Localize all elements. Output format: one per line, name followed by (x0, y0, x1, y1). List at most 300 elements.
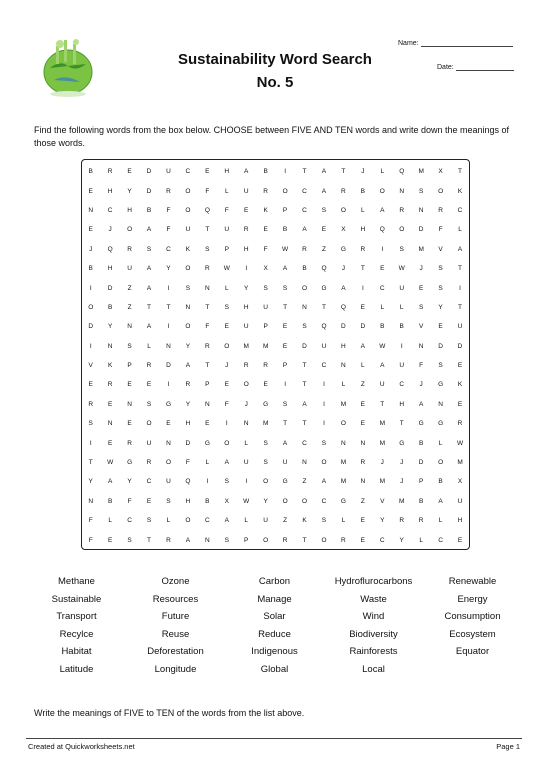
word-list-item: Reuse (161, 628, 190, 640)
grid-letter: O (185, 206, 191, 214)
grid-letter: S (438, 284, 443, 292)
grid-letter: N (88, 497, 94, 505)
grid-letter: Y (107, 323, 113, 331)
grid-letter: U (185, 226, 191, 234)
grid-letter: L (108, 517, 112, 525)
grid-letter: L (361, 206, 365, 214)
grid-letter: T (321, 303, 326, 311)
name-label: Name: (398, 40, 419, 47)
grid-letter: Z (127, 303, 132, 311)
grid-letter: H (224, 168, 230, 176)
grid-letter: Y (88, 478, 93, 486)
date-field[interactable] (437, 64, 514, 71)
grid-letter: R (146, 459, 152, 467)
grid-letter: Y (263, 497, 268, 505)
grid-letter: W (223, 265, 230, 273)
grid-letter: O (224, 342, 230, 350)
grid-letter: H (457, 517, 463, 525)
grid-letter: R (341, 187, 346, 195)
grid-letter: F (438, 226, 443, 234)
grid-letter: M (340, 459, 347, 467)
grid-letter: L (438, 439, 443, 447)
grid-letter: Y (380, 517, 385, 525)
grid-letter: F (88, 517, 93, 525)
grid-letter: G (321, 284, 327, 292)
grid-letter: E (360, 420, 366, 428)
grid-letter: S (302, 323, 307, 331)
grid-letter: S (166, 497, 171, 505)
grid-letter: M (457, 459, 463, 467)
grid-letter: R (282, 536, 288, 544)
grid-letter: X (457, 478, 463, 486)
grid-letter: R (360, 245, 366, 253)
grid-letter: I (323, 381, 325, 389)
grid-letter: O (282, 187, 288, 195)
grid-letter: K (107, 362, 113, 370)
grid-letter: F (205, 187, 210, 195)
grid-letter: S (418, 187, 424, 195)
grid-letter: D (146, 168, 152, 176)
word-list-item: Future (161, 611, 190, 623)
grid-letter: J (400, 478, 404, 486)
grid-letter: J (380, 459, 384, 467)
grid-letter: O (438, 187, 444, 195)
grid-letter: I (245, 265, 248, 273)
write-prompt: Write the meanings of FIVE to TEN of the words from the list above. (34, 708, 305, 718)
grid-letter: J (341, 265, 346, 273)
grid-letter: N (185, 303, 191, 311)
grid-letter: L (244, 439, 249, 447)
grid-letter: G (165, 400, 171, 408)
grid-letter: A (418, 400, 424, 408)
grid-letter: O (263, 478, 269, 486)
grid-letter: A (185, 536, 191, 544)
grid-letter: E (107, 439, 113, 447)
grid-letter: N (302, 303, 307, 311)
grid-letter: N (166, 342, 171, 350)
grid-letter: M (379, 478, 385, 486)
grid-letter: E (107, 400, 113, 408)
grid-letter: L (399, 303, 404, 311)
grid-letter: E (244, 206, 249, 214)
footer-divider (26, 738, 522, 739)
grid-letter: O (321, 459, 327, 467)
grid-letter: U (321, 342, 327, 350)
grid-letter: L (224, 284, 229, 292)
grid-letter: N (204, 536, 210, 544)
word-list-item: Resources (152, 593, 199, 605)
grid-letter: O (282, 497, 288, 505)
worksheet-title: Sustainability Word Search (178, 51, 372, 68)
grid-letter: T (147, 303, 152, 311)
grid-letter: Q (185, 478, 191, 486)
grid-letter: T (458, 168, 463, 176)
grid-letter: E (457, 362, 463, 370)
grid-letter: I (361, 284, 364, 292)
grid-letter: N (166, 439, 171, 447)
grid-letter: S (263, 459, 268, 467)
grid-letter: I (89, 439, 92, 447)
grid-letter: T (458, 303, 463, 311)
grid-letter: L (244, 517, 249, 525)
word-list-item: Consumption (444, 611, 501, 623)
grid-letter: O (243, 381, 249, 389)
grid-letter: A (321, 478, 327, 486)
grid-letter: G (340, 245, 346, 253)
grid-letter: M (418, 245, 424, 253)
grid-letter: H (360, 226, 366, 234)
grid-letter: E (282, 342, 288, 350)
grid-letter: E (127, 420, 132, 428)
grid-letter: A (146, 226, 152, 234)
grid-letter: W (456, 439, 464, 447)
word-list-item: Equator (455, 646, 490, 658)
grid-letter: M (399, 497, 405, 505)
grid-letter: P (282, 206, 288, 214)
grid-letter: R (438, 206, 443, 214)
grid-letter: E (224, 381, 229, 389)
grid-letter: E (360, 303, 366, 311)
grid-letter: H (243, 303, 249, 311)
grid-letter: W (379, 342, 386, 350)
word-list-item: Energy (457, 593, 488, 605)
grid-letter: S (88, 420, 93, 428)
grid-letter: K (302, 517, 307, 525)
grid-letter: L (380, 168, 385, 176)
grid-letter: S (224, 303, 229, 311)
grid-letter: N (360, 439, 366, 447)
grid-letter: G (340, 497, 346, 505)
grid-letter: E (146, 497, 152, 505)
grid-letter: V (418, 323, 424, 331)
grid-letter: N (243, 420, 249, 428)
grid-letter: U (243, 323, 249, 331)
grid-letter: B (107, 303, 113, 311)
grid-letter: J (419, 265, 423, 273)
grid-letter: E (360, 400, 366, 408)
grid-letter: Y (185, 342, 191, 350)
grid-letter: Y (244, 284, 249, 292)
grid-letter: E (88, 187, 93, 195)
grid-letter: H (185, 497, 191, 505)
grid-letter: O (340, 206, 346, 214)
grid-letter: S (185, 284, 191, 292)
letter-grid (81, 162, 470, 550)
grid-letter: E (360, 517, 366, 525)
grid-letter: O (379, 187, 385, 195)
grid-letter: I (284, 168, 286, 176)
grid-letter: R (166, 187, 171, 195)
grid-letter: R (127, 245, 132, 253)
grid-letter: G (438, 420, 444, 428)
grid-letter: B (88, 168, 93, 176)
grid-letter: C (146, 478, 152, 486)
grid-letter: U (399, 362, 405, 370)
grid-letter: K (185, 245, 191, 253)
grid-letter: F (419, 362, 424, 370)
grid-letter: R (360, 459, 366, 467)
name-field[interactable] (398, 40, 513, 47)
grid-letter: T (360, 265, 365, 273)
grid-letter: B (107, 497, 113, 505)
grid-letter: T (88, 459, 93, 467)
grid-letter: U (457, 497, 463, 505)
word-list-item: Habitat (61, 646, 92, 658)
grid-letter: Z (127, 284, 132, 292)
grid-letter: A (224, 517, 229, 525)
grid-letter: T (302, 420, 307, 428)
grid-letter: R (399, 206, 405, 214)
grid-letter: H (243, 245, 249, 253)
grid-letter: C (166, 245, 171, 253)
grid-letter: F (166, 226, 171, 234)
grid-letter: U (146, 439, 152, 447)
name-line[interactable] (421, 46, 513, 47)
grid-letter: E (418, 284, 424, 292)
grid-letter: M (262, 342, 269, 350)
grid-letter: U (127, 265, 132, 273)
grid-letter: D (457, 342, 463, 350)
word-list-item: Sustainable (51, 593, 102, 605)
grid-letter: O (224, 439, 230, 447)
word-list-item: Biodiversity (349, 628, 398, 640)
grid-letter: Y (127, 187, 132, 195)
date-line[interactable] (456, 70, 514, 71)
grid-letter: A (380, 362, 385, 370)
grid-letter: E (321, 226, 327, 234)
grid-letter: I (323, 420, 325, 428)
grid-letter: X (224, 497, 229, 505)
word-list (27, 576, 522, 682)
grid-letter: W (107, 459, 114, 467)
instructions: Find the following words from the box below. CHOOSE between FIVE AND TEN words and write down the meanings of those words. (34, 125, 510, 148)
grid-letter: U (224, 226, 230, 234)
grid-letter: C (302, 206, 307, 214)
grid-letter: Y (127, 478, 132, 486)
grid-letter: P (205, 381, 210, 389)
grid-letter: A (282, 439, 288, 447)
grid-letter: T (205, 226, 210, 234)
grid-letter: I (167, 381, 170, 389)
grid-letter: U (243, 187, 249, 195)
grid-letter: O (165, 459, 171, 467)
grid-letter: N (127, 323, 132, 331)
grid-letter: L (341, 517, 346, 525)
grid-letter: E (127, 168, 132, 176)
grid-letter: S (224, 478, 229, 486)
grid-letter: A (457, 245, 463, 253)
grid-letter: S (205, 245, 210, 253)
grid-letter: O (88, 303, 94, 311)
grid-letter: G (418, 420, 424, 428)
grid-letter: Y (185, 400, 191, 408)
grid-letter: I (167, 284, 170, 292)
grid-letter: E (205, 168, 210, 176)
grid-letter: T (380, 400, 385, 408)
grid-letter: B (263, 168, 268, 176)
grid-letter: F (224, 400, 229, 408)
word-list-item: Rainforests (349, 646, 398, 658)
grid-letter: S (146, 245, 152, 253)
grid-letter: R (185, 381, 191, 389)
grid-letter: M (340, 478, 347, 486)
grid-letter: X (263, 265, 268, 273)
grid-letter: Q (399, 168, 405, 176)
grid-letter: E (360, 536, 366, 544)
grid-letter: U (243, 459, 249, 467)
grid-letter: S (321, 206, 327, 214)
grid-letter: H (127, 206, 132, 214)
grid-letter: V (438, 245, 443, 253)
grid-letter: G (127, 459, 133, 467)
grid-letter: E (457, 400, 463, 408)
grid-letter: W (282, 245, 289, 253)
worksheet-number: No. 5 (256, 74, 294, 91)
grid-letter: O (438, 459, 444, 467)
grid-letter: S (418, 303, 424, 311)
grid-letter: B (302, 265, 307, 273)
grid-letter: A (146, 323, 152, 331)
grid-letter: M (340, 400, 347, 408)
grid-letter: G (204, 439, 210, 447)
grid-letter: F (263, 245, 268, 253)
grid-letter: M (262, 420, 269, 428)
grid-letter: T (283, 303, 288, 311)
grid-letter: L (380, 303, 385, 311)
grid-letter: E (457, 536, 463, 544)
word-list-item: Recylce (59, 628, 94, 640)
grid-letter: R (302, 245, 307, 253)
grid-letter: T (205, 303, 210, 311)
grid-letter: S (438, 265, 443, 273)
word-list-item: Hydroflurocarbons (334, 576, 413, 587)
grid-letter: I (381, 245, 384, 253)
grid-letter: U (379, 381, 385, 389)
grid-letter: U (457, 323, 463, 331)
grid-letter: R (243, 226, 249, 234)
grid-letter: P (224, 245, 229, 253)
grid-letter: Q (204, 206, 210, 214)
grid-letter: T (458, 265, 463, 273)
grid-letter: J (89, 245, 93, 253)
grid-letter: J (244, 400, 248, 408)
date-label: Date: (437, 64, 454, 71)
grid-letter: T (399, 420, 404, 428)
grid-letter: G (263, 400, 269, 408)
grid-letter: C (438, 536, 443, 544)
grid-letter: O (321, 536, 327, 544)
grid-letter: O (146, 420, 152, 428)
globe-leaf-logo (40, 34, 96, 98)
grid-letter: E (166, 420, 171, 428)
grid-letter: C (379, 284, 385, 292)
grid-letter: O (127, 226, 133, 234)
grid-letter: W (243, 497, 250, 505)
grid-letter: Z (321, 245, 326, 253)
grid-letter: H (399, 400, 405, 408)
grid-letter: B (205, 497, 210, 505)
grid-letter: T (147, 536, 152, 544)
word-list-item: Wind (362, 611, 385, 623)
grid-letter: C (379, 536, 385, 544)
grid-letter: S (263, 439, 268, 447)
grid-letter: B (418, 439, 424, 447)
grid-letter: E (380, 265, 385, 273)
grid-letter: D (166, 362, 171, 370)
grid-letter: P (418, 478, 424, 486)
grid-letter: L (458, 226, 462, 234)
footer-credit: Created at Quickworksheets.net (28, 742, 135, 751)
grid-letter: N (418, 206, 424, 214)
grid-letter: U (399, 284, 405, 292)
grid-letter: F (166, 206, 171, 214)
grid-letter: N (88, 206, 94, 214)
grid-letter: D (107, 284, 113, 292)
grid-letter: N (127, 400, 132, 408)
word-list-item: Carbon (258, 576, 291, 587)
grid-letter: E (88, 226, 93, 234)
grid-letter: E (146, 381, 152, 389)
grid-letter: F (224, 206, 229, 214)
grid-letter: Q (321, 265, 327, 273)
grid-letter: E (438, 323, 443, 331)
grid-letter: C (127, 517, 132, 525)
grid-letter: S (321, 517, 327, 525)
word-list-item: Solar (263, 611, 286, 623)
grid-letter: I (167, 323, 170, 331)
grid-letter: K (263, 206, 268, 214)
grid-letter: D (185, 439, 191, 447)
grid-letter: D (88, 323, 94, 331)
word-list-item: Waste (360, 593, 387, 605)
grid-letter: U (263, 517, 268, 525)
grid-letter: G (399, 439, 405, 447)
word-list-item: Indigenous (251, 646, 298, 658)
grid-letter: T (341, 168, 346, 176)
grid-letter: C (107, 206, 113, 214)
grid-letter: O (302, 284, 308, 292)
word-list-item: Renewable (448, 576, 497, 587)
grid-letter: F (185, 459, 190, 467)
grid-letter: I (400, 342, 403, 350)
grid-letter: N (418, 342, 424, 350)
grid-letter: O (340, 420, 346, 428)
grid-letter: B (88, 265, 93, 273)
grid-letter: R (127, 439, 132, 447)
grid-letter: R (204, 265, 210, 273)
grid-letter: D (341, 323, 346, 331)
grid-letter: R (204, 342, 210, 350)
grid-letter: Z (360, 381, 365, 389)
grid-letter: S (146, 400, 152, 408)
grid-letter: S (282, 400, 288, 408)
grid-letter: O (399, 226, 405, 234)
grid-letter: B (418, 497, 424, 505)
grid-letter: A (107, 478, 113, 486)
grid-letter: L (361, 362, 365, 370)
word-list-item: Latitude (59, 663, 94, 675)
grid-letter: A (185, 362, 191, 370)
grid-letter: P (282, 362, 288, 370)
grid-letter: E (263, 226, 268, 234)
grid-letter: S (127, 342, 132, 350)
grid-letter: C (321, 362, 327, 370)
grid-letter: X (341, 226, 346, 234)
grid-letter: A (244, 168, 249, 176)
grid-letter: R (166, 536, 171, 544)
grid-letter: A (341, 284, 346, 292)
grid-letter: N (360, 478, 366, 486)
